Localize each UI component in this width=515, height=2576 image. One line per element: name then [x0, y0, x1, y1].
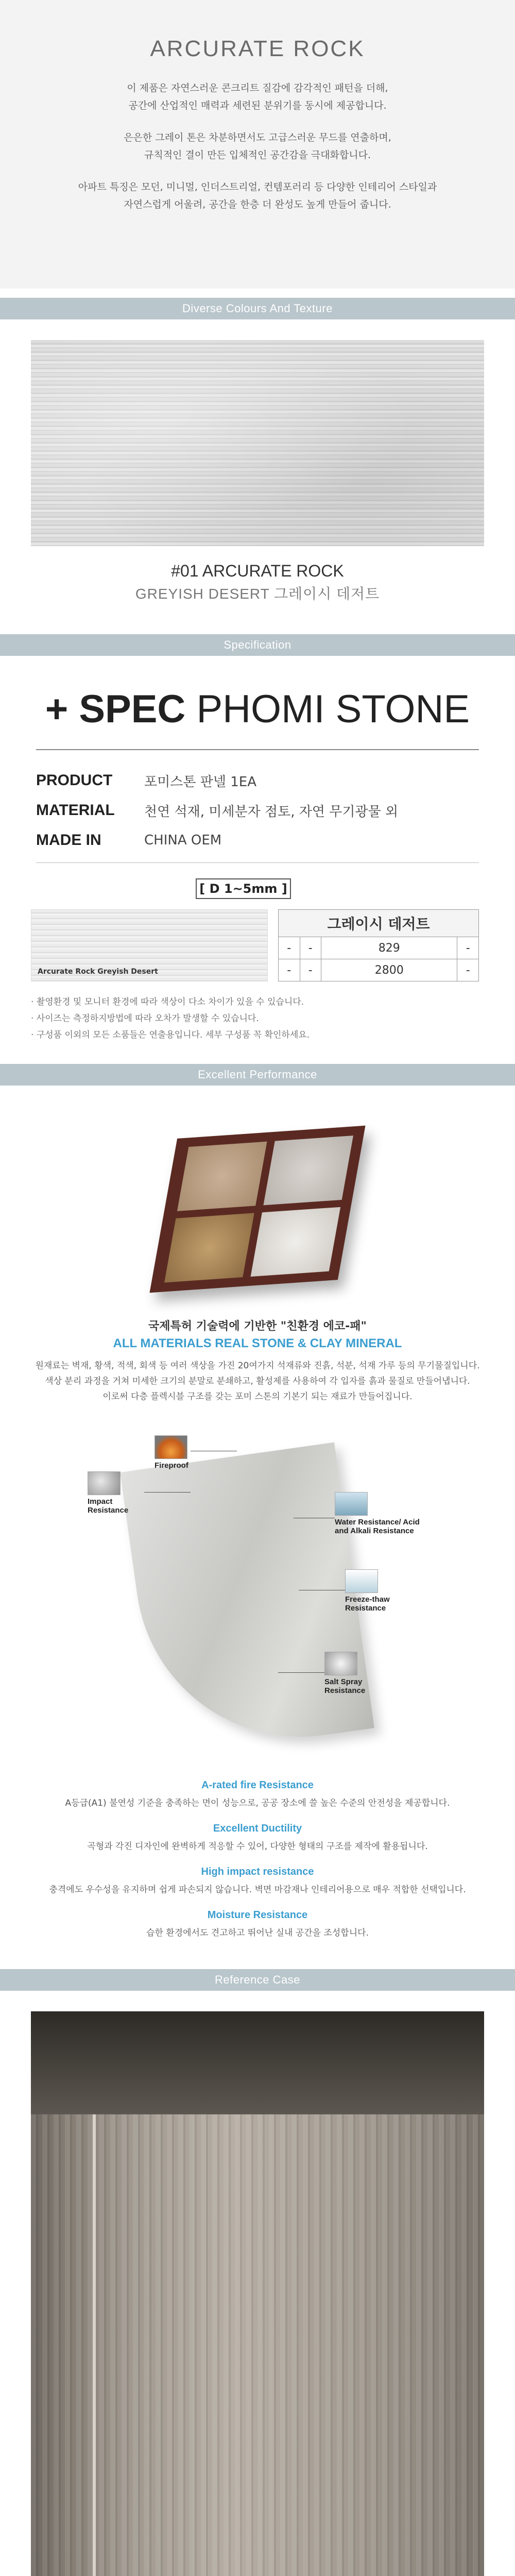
feature-title: A-rated fire Resistance	[201, 1780, 314, 1791]
spec-row-product	[36, 766, 479, 795]
intro-paragraph-3	[0, 178, 515, 213]
table-cell: -	[457, 959, 479, 981]
intro-line: 규칙적인 결이 만든 입체적인 공간감을 극대화합니다.	[144, 149, 371, 161]
salt-icon	[324, 1652, 357, 1675]
section-bar-performance: Excellent Performance	[0, 1064, 515, 1086]
reference-photo-wall	[31, 2011, 484, 2576]
spec-key: MADE IN	[36, 832, 101, 849]
intro-paragraph-1	[0, 79, 515, 114]
feature-list	[0, 1780, 515, 1938]
spec-title-bold: + SPEC	[45, 687, 186, 731]
performance-section	[0, 1116, 515, 1938]
feature-desc: 습한 환경에서도 견고하고 뛰어난 실내 공간을 조성합니다.	[146, 1928, 369, 1938]
spec-row-material	[36, 795, 479, 825]
impact-icon	[88, 1471, 121, 1495]
spec-key: MATERIAL	[36, 802, 115, 819]
sample-subtitle: GREYISH DESERT 그레이시 데저트	[135, 586, 380, 602]
spec-title-light: PHOMI STONE	[196, 687, 470, 731]
intro-paragraph-2	[0, 129, 515, 164]
feature-desc: 곡형과 각진 디자인에 완벽하게 적응할 수 있어, 다양한 형태의 구조를 제작에 활용됩니다.	[87, 1841, 428, 1852]
section-bar-reference: Reference Case	[0, 1969, 515, 1991]
section-bar-spec: Specification	[0, 634, 515, 656]
freeze-icon	[345, 1569, 378, 1593]
spec-notes	[31, 994, 484, 1043]
note-line: · 구성품 이외의 모든 소품들은 연출용입니다. 세부 구성품 꼭 확인하세요.	[31, 1030, 310, 1040]
intro-section	[0, 0, 515, 289]
table-cell: -	[279, 959, 300, 981]
desc-line: 원재료는 벽재, 황색, 적색, 회색 등 여러 색상을 가진 20여가지 석재류와 진흙, 석분, 석재 가루 등의 무기물질입니다.	[35, 1361, 480, 1371]
material-tray-image	[149, 1116, 366, 1302]
note-line: · 촬영환경 및 모니터 환경에 따라 색상이 다소 차이가 있을 수 있습니다.	[31, 997, 304, 1007]
table-cell: -	[457, 937, 479, 959]
flexible-panel-diagram	[77, 1435, 438, 1765]
intro-line: 공간에 산업적인 매력과 세련된 분위기를 동시에 제공합니다.	[128, 100, 387, 111]
table-cell: 829	[321, 937, 457, 959]
section-bar-colours: Diverse Colours And Texture	[0, 298, 515, 319]
callout-salt: Salt Spray Resistance	[324, 1652, 397, 1695]
performance-description	[26, 1358, 489, 1404]
table-cell: -	[300, 959, 321, 981]
feature-desc: 충격에도 우수성을 유지하며 쉽게 파손되지 않습니다. 벽면 마감재나 인테리어용으로 매우 적합한 선택입니다.	[49, 1885, 466, 1895]
flexible-panel-image	[120, 1442, 374, 1758]
callout-impact: Impact Resistance	[88, 1471, 144, 1515]
intro-line: 아파트 특징은 모던, 미니멀, 인더스트리얼, 컨템포러리 등 다양한 인테리어 스타일과	[78, 181, 437, 193]
water-icon	[335, 1492, 368, 1516]
spec-value: CHINA OEM	[144, 833, 222, 848]
spec-value: 천연 석재, 미세분자 점토, 자연 무기광물 외	[144, 804, 399, 820]
feature-title: Moisture Resistance	[207, 1909, 308, 1921]
intro-line: 은은한 그레이 톤은 차분하면서도 고급스러운 무드를 연출하며,	[124, 132, 391, 143]
table-row	[279, 937, 479, 959]
performance-title-en: ALL MATERIALS REAL STONE & CLAY MINERAL	[113, 1336, 402, 1350]
product-title: ARCURATE ROCK	[150, 36, 365, 61]
desc-line: 이로써 다층 플렉시블 구조를 갖는 포미 스톤의 기본기 되는 재료가 만들어집니다.	[102, 1392, 413, 1402]
note-line: · 사이즈는 측정하지방법에 따라 오차가 발생할 수 있습니다.	[31, 1013, 259, 1024]
intro-line: 이 제품은 자연스러운 콘크리트 질감에 감각적인 패턴을 더해,	[127, 82, 388, 94]
callout-freeze: Freeze-thaw Resistance	[345, 1569, 417, 1613]
table-row	[279, 959, 479, 981]
swatch-image	[31, 909, 268, 981]
fire-icon	[154, 1435, 187, 1459]
feature-title: Excellent Ductility	[213, 1823, 302, 1834]
size-table	[278, 909, 479, 981]
table-cell: 2800	[321, 959, 457, 981]
spec-title	[0, 687, 515, 732]
callout-fireproof: Fireproof	[154, 1435, 188, 1470]
callout-water: Water Resistance/ Acid and Alkali Resistance	[335, 1492, 427, 1535]
swatch-caption: Arcurate Rock Greyish Desert	[38, 968, 158, 976]
size-table-header: 그레이시 데저트	[279, 910, 479, 937]
spec-row-made-in	[36, 825, 479, 855]
desc-line: 색상 분리 과정을 거쳐 미세한 크기의 분말로 분쇄하고, 활성제를 사용하여 각 입자를 흙과 물질로 만들어냅니다.	[45, 1376, 470, 1386]
feature-desc: A등급(A1) 불연성 기준을 충족하는 면이 성능으로, 공공 장소에 쓸 높은 수준의 안전성을 제공합니다.	[65, 1798, 450, 1808]
size-block	[31, 909, 484, 981]
intro-line: 자연스럽게 어울려, 공간을 한층 더 완성도 높게 만들어 줍니다.	[124, 199, 391, 210]
table-cell: -	[300, 937, 321, 959]
feature-title: High impact resistance	[201, 1866, 314, 1877]
table-cell: -	[279, 937, 300, 959]
spec-value: 포미스톤 판넬 1EA	[144, 774, 256, 790]
stone-sample-image	[31, 340, 484, 546]
sample-name: #01 ARCURATE ROCK	[171, 562, 344, 580]
spec-table	[36, 766, 479, 855]
thickness-badge: [ D 1~5mm ]	[196, 878, 291, 899]
spec-key: PRODUCT	[36, 772, 113, 789]
performance-title: 국제특허 기술력에 기반한 "친환경 에코-패"	[148, 1320, 367, 1333]
